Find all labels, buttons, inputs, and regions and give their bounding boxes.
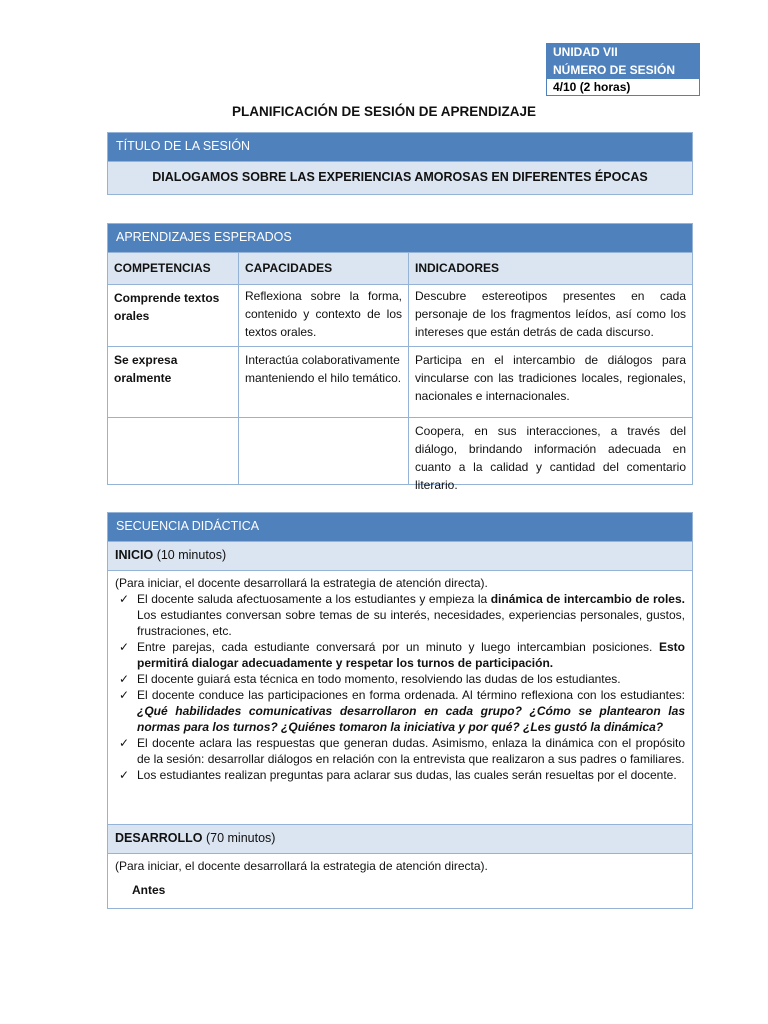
- sequence-table: [107, 512, 693, 909]
- col-header-competencias: COMPETENCIAS: [108, 252, 239, 284]
- inicio-header: [108, 541, 692, 570]
- indicador-cell: Participa en el intercambio de diálogos para vincularse con las tradiciones locales, regionales, nacionales e internacionales.: [409, 346, 692, 417]
- learning-grid: [108, 252, 692, 492]
- list-item: ✓ Entre parejas, cada estudiante conversará por un minuto y luego intercambian posiciones. Esto permitirá dialogar adecuadamente y respetar los turnos de participación.: [119, 640, 685, 670]
- desarrollo-header: [108, 824, 692, 853]
- inicio-intro: (Para iniciar, el docente desarrollará la estrategia de atención directa).: [115, 576, 488, 590]
- inicio-label: INICIO: [115, 548, 154, 562]
- desarrollo-intro: (Para iniciar, el docente desarrollará la estrategia de atención directa).: [115, 859, 488, 873]
- checkmark-icon: ✓: [119, 672, 130, 686]
- indicador-cell: Descubre estereotipos presentes en cada personaje de los fragmentos leídos, así como los intereses que están detrás de cada discurso.: [409, 284, 692, 346]
- inicio-duration: (10 minutos): [156, 548, 227, 562]
- inicio-body: [108, 570, 692, 824]
- list-item: ✓ El docente conduce las participaciones en forma ordenada. Al término reflexiona con los estudiantes: ¿Qué habilidades comunicativas desarrollaron en cada grupo? ¿Cómo se plantearon las normas para los turnos? ¿Quiénes tomaron la iniciativa y por qué? ¿Les gustó la dinámica?: [119, 688, 685, 734]
- session-title-header: TÍTULO DE LA SESIÓN: [108, 133, 692, 161]
- unit-label: UNIDAD VII: [547, 44, 699, 61]
- competencia-cell: [108, 417, 239, 484]
- competencia-cell: Comprende textos orales: [108, 284, 239, 346]
- list-item: ✓ El docente aclara las respuestas que generan dudas. Asimismo, enlaza la dinámica con el propósito de la sesión: desarrollar diálogos en relación con la entrevista que realizaron a sus padres o familiares.: [119, 736, 685, 766]
- session-number-label: NÚMERO DE SESIÓN: [547, 61, 699, 78]
- session-title-value: DIALOGAMOS SOBRE LAS EXPERIENCIAS AMOROSAS EN DIFERENTES ÉPOCAS: [108, 161, 692, 194]
- desarrollo-duration: (70 minutos): [205, 831, 276, 845]
- list-item: ✓ Los estudiantes realizan preguntas para aclarar sus dudas, las cuales serán resueltas por el docente.: [119, 768, 677, 782]
- desarrollo-body: [108, 853, 692, 908]
- list-item: ✓ El docente guiará esta técnica en todo momento, resolviendo las dudas de los estudiantes.: [119, 672, 621, 686]
- capacidad-cell: Reflexiona sobre la forma, contenido y contexto de los textos orales.: [239, 284, 409, 346]
- session-number-value: 4/10 (2 horas): [547, 78, 699, 95]
- learning-header: APRENDIZAJES ESPERADOS: [108, 224, 692, 252]
- antes-label: Antes: [132, 883, 166, 897]
- checkmark-icon: ✓: [119, 640, 130, 654]
- inicio-list: [115, 591, 685, 783]
- capacidad-cell: Interactúa colaborativamente manteniendo el hilo temático.: [239, 346, 409, 417]
- competencia-cell: Se expresa oralmente: [108, 346, 239, 417]
- checkmark-icon: ✓: [119, 688, 130, 702]
- sequence-header: SECUENCIA DIDÁCTICA: [108, 513, 692, 541]
- col-header-capacidades: CAPACIDADES: [239, 252, 409, 284]
- list-item: ✓ El docente saluda afectuosamente a los estudiantes y empieza la dinámica de intercambio de roles. Los estudiantes conversan sobre temas de su interés, necesidades, experiencias personales, gustos, frustraciones, etc.: [119, 592, 685, 638]
- learning-table: [107, 223, 693, 492]
- checkmark-icon: ✓: [119, 768, 130, 782]
- desarrollo-label: DESARROLLO: [115, 831, 203, 845]
- indicador-cell: Coopera, en sus interacciones, a través del diálogo, brindando información adecuada en cuanto a la calidad y cantidad del comentario literario.: [409, 417, 692, 484]
- checkmark-icon: ✓: [119, 592, 130, 606]
- document-title: PLANIFICACIÓN DE SESIÓN DE APRENDIZAJE: [231, 104, 537, 119]
- session-title-table: [107, 132, 693, 195]
- checkmark-icon: ✓: [119, 736, 130, 750]
- unit-info-box: [546, 43, 700, 96]
- col-header-indicadores: INDICADORES: [409, 252, 692, 284]
- capacidad-cell: [239, 417, 409, 484]
